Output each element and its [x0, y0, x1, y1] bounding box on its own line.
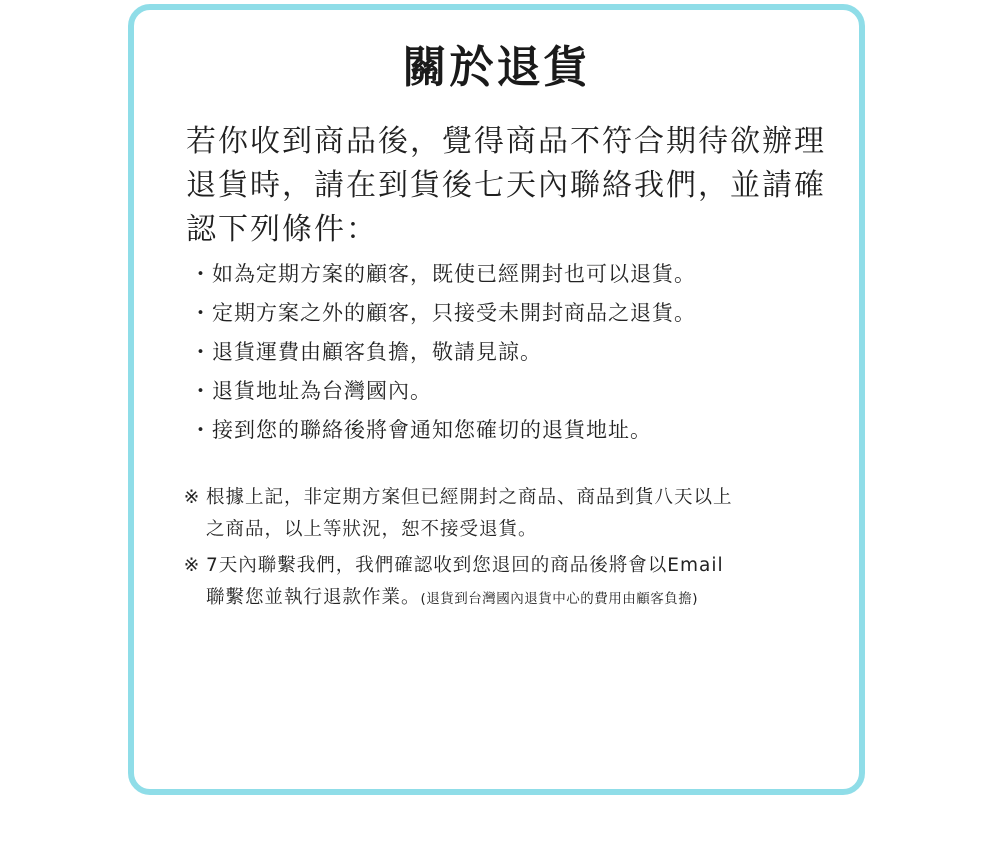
condition-text: 定期方案之外的顧客，只接受未開封商品之退貨。	[212, 301, 696, 325]
list-item	[190, 340, 830, 379]
note-line: 聯繫您並執行退款作業。	[206, 587, 421, 608]
reference-mark-icon: ※	[183, 487, 201, 508]
note-refund-process	[178, 550, 838, 615]
note-line: 根據上記，非定期方案但已經開封之商品、商品到貨八天以上	[206, 487, 733, 508]
list-item	[190, 379, 830, 418]
return-policy-card	[128, 4, 865, 795]
bullet-icon: ・	[190, 301, 212, 325]
condition-text: 退貨運費由顧客負擔，敬請見諒。	[212, 340, 542, 364]
note-line: 之商品，以上等狀況，恕不接受退貨。	[206, 519, 538, 540]
list-item	[190, 262, 830, 301]
condition-text: 接到您的聯絡後將會通知您確切的退貨地址。	[212, 418, 652, 442]
conditions-list	[190, 262, 830, 457]
intro-paragraph: 若你收到商品後，覺得商品不符合期待欲辦理退貨時，請在到貨後七天內聯絡我們，並請確認下列條件：	[186, 124, 826, 247]
page-title: 關於退貨	[402, 42, 591, 93]
note-opened-items	[178, 482, 838, 546]
bullet-icon: ・	[190, 340, 212, 364]
note-line: 7天內聯繫我們，我們確認收到您退回的商品後將會以Email	[206, 555, 724, 576]
bullet-icon: ・	[190, 262, 212, 286]
condition-text: 如為定期方案的顧客，既使已經開封也可以退貨。	[212, 262, 696, 286]
note-line-wrapper	[178, 582, 838, 615]
bullet-icon: ・	[190, 418, 212, 442]
shipping-cost-note: (退貨到台灣國內退貨中心的費用由顧客負擔)	[420, 591, 699, 607]
bullet-icon: ・	[190, 379, 212, 403]
list-item	[190, 301, 830, 340]
list-item	[190, 418, 830, 457]
condition-text: 退貨地址為台灣國內。	[212, 379, 432, 403]
reference-mark-icon: ※	[183, 555, 201, 576]
